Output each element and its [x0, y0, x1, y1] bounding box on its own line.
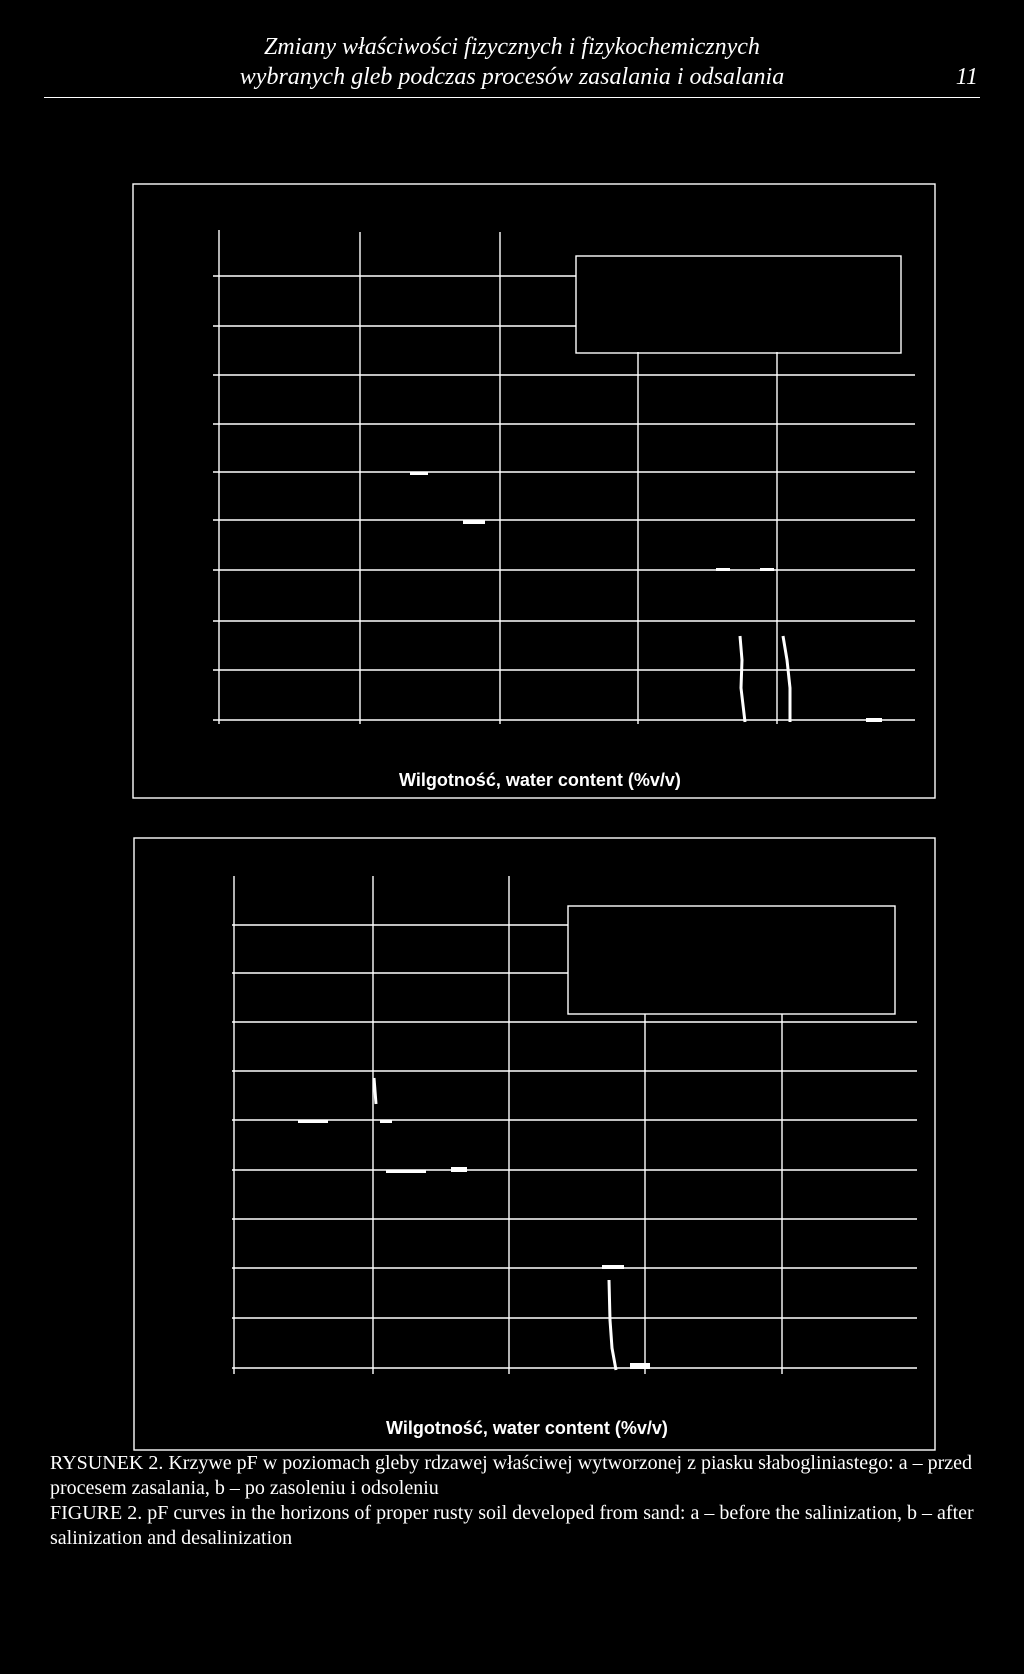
page-number: 11: [955, 64, 978, 90]
figure-b-marker: [380, 1120, 392, 1123]
figure-b-marker: [602, 1265, 624, 1269]
figure-a-marker: [866, 718, 882, 722]
running-head-line-2: wybranych gleb podczas procesów zasalania i odsalania: [239, 64, 785, 90]
figure-b-marker: [630, 1363, 650, 1369]
figure-b-marker: [298, 1120, 328, 1123]
figure-a-curve-1: [740, 636, 745, 722]
running-head: [44, 32, 980, 92]
figure-a-curve-2: [783, 636, 790, 722]
figure-b-marker: [386, 1170, 426, 1173]
figure-a-legend-box: [576, 256, 901, 353]
running-head-line-1: Zmiany właściwości fizycznych i fizykochemicznych: [264, 34, 760, 60]
caption-polish: RYSUNEK 2. Krzywe pF w poziomach gleby rdzawej właściwej wytworzonej z piasku słabogliniastego: a – przed procesem zasalania, b – po zasoleniu i odsoleniu: [50, 1452, 972, 1499]
figure-b-frame: [134, 838, 935, 1450]
figure-b-curve-1: [374, 1078, 376, 1104]
caption-english: FIGURE 2. pF curves in the horizons of proper rusty soil developed from sand: a – before the salinization, b – after salinization and desalinization: [50, 1502, 974, 1549]
header-rule: [44, 97, 980, 98]
figure-b-x-axis-label: Wilgotność, water content (%v/v): [386, 1418, 668, 1438]
figure-a-frame: [133, 184, 935, 798]
figure-a-marker: [760, 568, 774, 571]
figure-a-marker: [716, 568, 730, 571]
figure-a-marker: [463, 520, 485, 524]
figure-caption: [50, 1451, 990, 1551]
figure-a-x-axis-label: Wilgotność, water content (%v/v): [399, 770, 681, 790]
figure-a-marker: [410, 472, 428, 475]
figure-b-legend-box: [568, 906, 895, 1014]
figure-b-marker: [451, 1167, 467, 1172]
figure-b-curve-2: [609, 1280, 616, 1370]
